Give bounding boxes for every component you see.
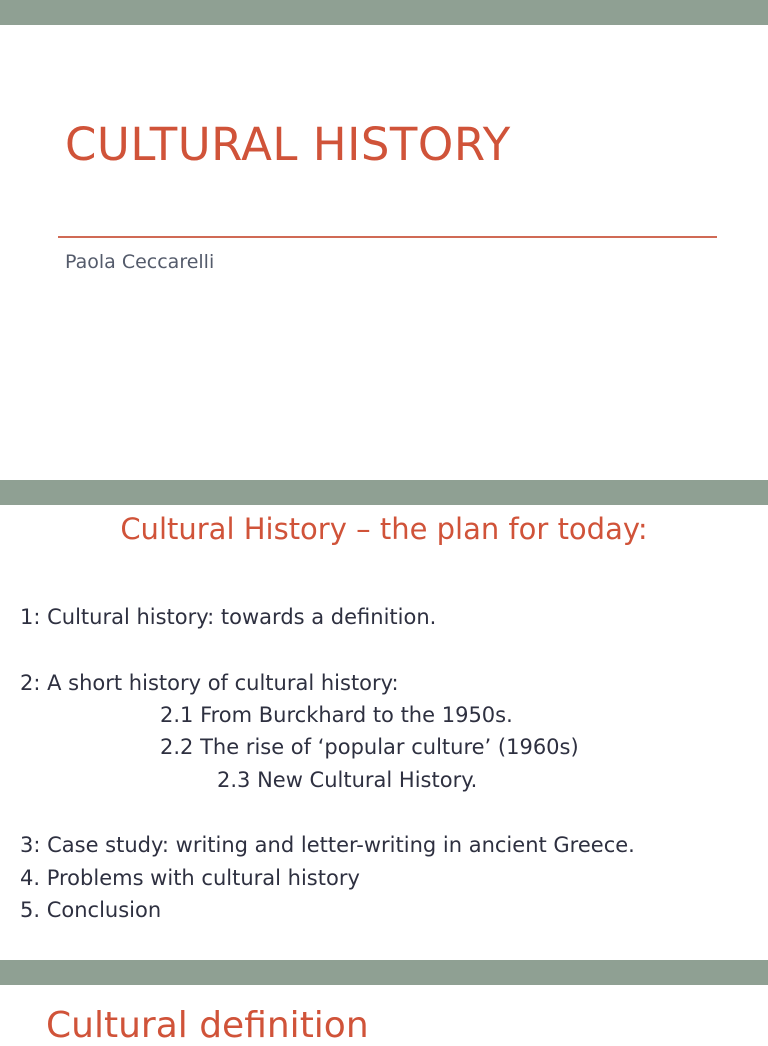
slide-separator-band	[0, 960, 768, 985]
slide-2-title: Cultural History – the plan for today:	[120, 512, 648, 546]
plan-item-2: 2: A short history of cultural history:	[20, 671, 399, 695]
plan-item-5: 5. Conclusion	[20, 898, 162, 922]
plan-item-3: 3: Case study: writing and letter-writing in ancient Greece.	[20, 833, 635, 857]
plan-subitem-2-3: 2.3 New Cultural History.	[217, 768, 478, 792]
plan-subitem-2-1: 2.1 From Burckhard to the 1950s.	[160, 703, 513, 727]
slide-1-title: CULTURAL HISTORY	[65, 118, 511, 171]
title-divider-line	[58, 236, 717, 238]
slide-separator-band	[0, 0, 768, 25]
slide-3-title: Cultural definition	[46, 1005, 369, 1046]
plan-item-1: 1: Cultural history: towards a definition.	[20, 605, 437, 629]
plan-subitem-2-2: 2.2 The rise of ‘popular culture’ (1960s)	[160, 735, 579, 759]
slide-1-author: Paola Ceccarelli	[65, 251, 215, 273]
slide-separator-band	[0, 480, 768, 505]
plan-item-4: 4. Problems with cultural history	[20, 866, 360, 890]
